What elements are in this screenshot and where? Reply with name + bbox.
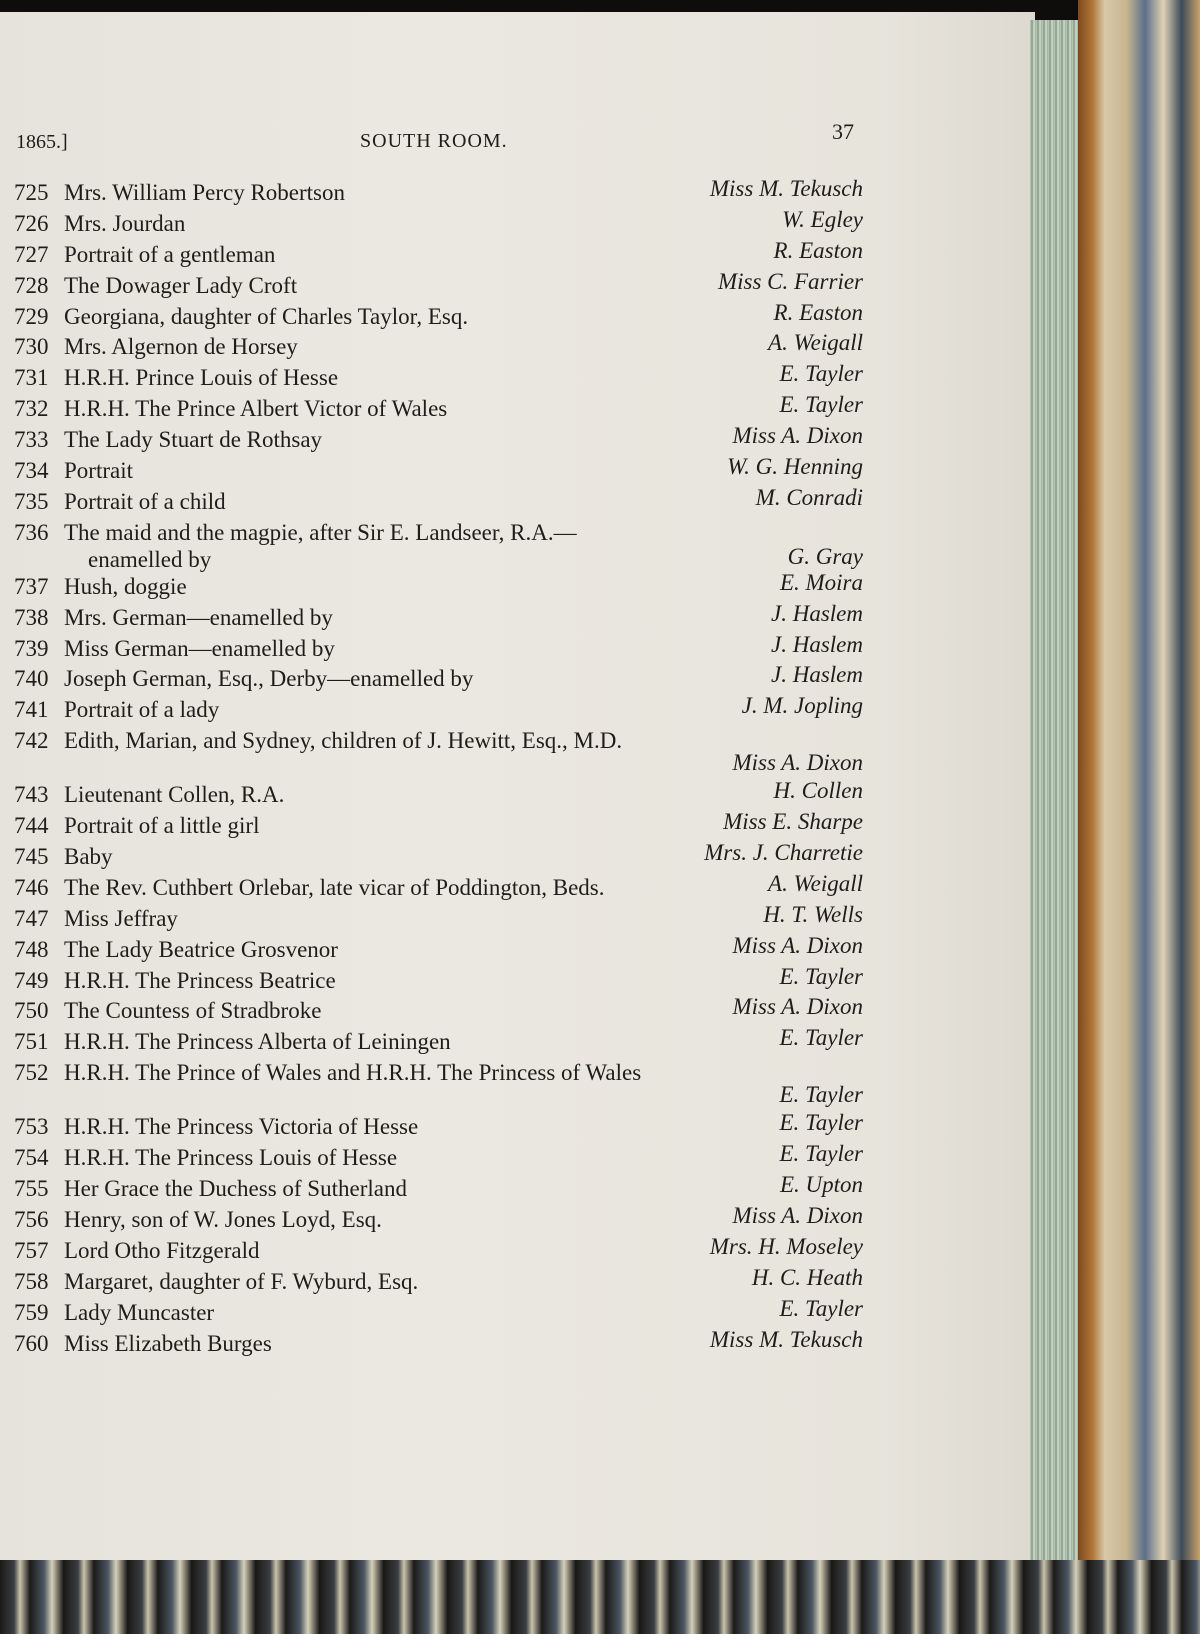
entry-number: 754 xyxy=(14,1145,49,1171)
entry-artist: W. Egley xyxy=(782,206,863,232)
catalogue-entry xyxy=(0,178,1035,209)
entry-number: 756 xyxy=(14,1206,49,1232)
entry-title: Georgiana, daughter of Charles Taylor, Esq. xyxy=(64,303,469,329)
entry-artist: J. Haslem xyxy=(771,600,863,626)
entry-title: H.R.H. Prince Louis of Hesse xyxy=(64,365,339,391)
entry-artist: E. Tayler xyxy=(779,1110,863,1136)
entry-number: 749 xyxy=(14,967,49,993)
entry-artist: Miss A. Dixon xyxy=(732,750,863,776)
entry-title: Mrs. Jourdan xyxy=(64,210,186,236)
catalogue-entry xyxy=(0,1143,1035,1174)
entry-title: H.R.H. The Princess Louis of Hesse xyxy=(64,1145,398,1171)
catalogue-entry xyxy=(0,996,1035,1027)
entry-number: 725 xyxy=(14,180,49,205)
entry-artist: A. Weigall xyxy=(768,870,863,896)
entry-artist: E. Tayler xyxy=(779,1025,863,1051)
catalogue-entry xyxy=(0,206,1035,240)
entry-artist: E. Tayler xyxy=(779,361,863,387)
marbled-cover xyxy=(1078,0,1200,1600)
entry-number: 726 xyxy=(14,210,49,236)
catalogue-entry xyxy=(0,1326,1035,1360)
catalogue-entry xyxy=(0,332,1035,363)
entry-number: 753 xyxy=(14,1114,49,1140)
entry-number: 752 xyxy=(14,1060,49,1086)
entry-number: 737 xyxy=(14,573,49,599)
entry-title: Lieutenant Collen, R.A. xyxy=(64,782,285,808)
entry-number: 734 xyxy=(14,458,49,484)
catalogue-page xyxy=(0,12,1035,1572)
entry-number: 758 xyxy=(14,1268,49,1294)
entry-artist: M. Conradi xyxy=(755,484,863,510)
entry-title: Miss German—enamelled by xyxy=(64,635,335,661)
entry-number: 745 xyxy=(14,844,49,870)
entry-title-continued: enamelled by xyxy=(88,546,212,572)
catalogue-entry xyxy=(0,664,1035,695)
entry-number: 746 xyxy=(14,874,49,900)
catalogue-entry xyxy=(0,394,1035,425)
entry-title: Portrait xyxy=(64,458,133,484)
catalogue-entry xyxy=(0,237,1035,271)
entry-title: Margaret, daughter of F. Wyburd, Esq. xyxy=(64,1268,419,1294)
catalogue-entry xyxy=(0,1264,1035,1298)
entry-title: The Rev. Cuthbert Orlebar, late vicar of Poddington, Beds. xyxy=(64,874,605,900)
page-number: 37 xyxy=(832,119,854,144)
entry-artist: E. Tayler xyxy=(779,1141,863,1167)
entry-title: Miss Jeffray xyxy=(64,905,178,931)
catalogue-entry xyxy=(0,1112,1035,1143)
entry-artist: Miss M. Tekusch xyxy=(709,1326,863,1352)
entry-number: 738 xyxy=(14,604,49,630)
entry-number: 732 xyxy=(14,396,49,422)
catalogue-entry xyxy=(0,425,1035,456)
entry-title: Baby xyxy=(64,844,113,870)
catalogue-entry xyxy=(0,695,1035,726)
catalogue-entry xyxy=(0,963,1035,997)
entry-artist: J. Haslem xyxy=(771,662,863,688)
entry-artist: E. Moira xyxy=(779,569,863,595)
catalogue-entry xyxy=(0,1058,1035,1112)
entry-artist: Mrs. H. Moseley xyxy=(709,1233,863,1259)
entry-title: The Countess of Stradbroke xyxy=(64,998,322,1024)
entry-title: Hush, doggie xyxy=(64,573,187,599)
entry-title: Lord Otho Fitzgerald xyxy=(64,1237,260,1263)
catalogue-entry xyxy=(0,484,1035,518)
entry-number: 728 xyxy=(14,272,49,298)
entry-number: 757 xyxy=(14,1237,49,1263)
catalogue-entry xyxy=(0,811,1035,842)
catalogue-entry xyxy=(0,569,1035,603)
entry-title: H.R.H. The Princess Alberta of Leiningen xyxy=(64,1029,451,1055)
catalogue-entry xyxy=(0,518,1035,572)
entry-artist: Miss C. Farrier xyxy=(717,268,863,294)
catalogue-entry xyxy=(0,1174,1035,1205)
catalogue-entry xyxy=(0,932,1035,966)
entry-number: 748 xyxy=(14,936,49,962)
catalogue-entry xyxy=(0,842,1035,873)
entry-number: 759 xyxy=(14,1299,49,1325)
catalogue-entry xyxy=(0,901,1035,935)
entry-artist: E. Tayler xyxy=(779,963,863,989)
entry-title: Portrait of a gentleman xyxy=(64,241,276,267)
entry-number: 727 xyxy=(14,241,49,267)
entry-title: Mrs. German—enamelled by xyxy=(64,604,333,630)
catalogue-entry xyxy=(0,1027,1035,1058)
catalogue-entry xyxy=(0,456,1035,487)
entry-artist: R. Easton xyxy=(773,299,863,325)
entry-number: 731 xyxy=(14,365,49,391)
entry-title: Portrait of a little girl xyxy=(64,813,260,839)
catalogue-entry xyxy=(0,726,1035,780)
entry-number: 730 xyxy=(14,334,49,360)
entry-artist: J. Haslem xyxy=(771,631,863,657)
page-fore-edge xyxy=(1030,20,1080,1575)
entry-title: Henry, son of W. Jones Loyd, Esq. xyxy=(64,1206,382,1232)
entry-artist: H. T. Wells xyxy=(763,901,863,927)
entry-number: 743 xyxy=(14,782,49,808)
entry-title: H.R.H. The Prince of Wales and H.R.H. The Princess of Wales xyxy=(64,1060,642,1086)
entries-list xyxy=(0,178,1035,1359)
entry-number: 740 xyxy=(14,666,49,692)
entry-artist: Miss A. Dixon xyxy=(732,932,863,958)
entry-title: Mrs. Algernon de Horsey xyxy=(64,334,298,360)
entry-number: 735 xyxy=(14,488,49,514)
catalogue-entry xyxy=(0,780,1035,811)
entry-artist: A. Weigall xyxy=(768,330,863,356)
entry-number: 736 xyxy=(14,519,49,545)
catalogue-entry xyxy=(0,870,1035,904)
entry-number: 729 xyxy=(14,303,49,329)
entry-title: The maid and the magpie, after Sir E. Landseer, R.A.— xyxy=(64,519,577,545)
entry-artist: J. M. Jopling xyxy=(741,693,863,719)
entry-artist: E. Upton xyxy=(779,1172,863,1198)
catalogue-entry xyxy=(0,1295,1035,1329)
catalogue-entry xyxy=(0,268,1035,302)
entry-artist: E. Tayler xyxy=(779,1082,863,1108)
entry-title: Portrait of a lady xyxy=(64,697,220,723)
entry-artist: Miss A. Dixon xyxy=(732,423,863,449)
entry-artist: Miss E. Sharpe xyxy=(723,809,863,835)
entry-title: The Dowager Lady Croft xyxy=(64,272,298,298)
entry-title: H.R.H. The Prince Albert Victor of Wales xyxy=(64,396,448,422)
entry-artist: Mrs. J. Charretie xyxy=(704,840,863,866)
entry-title: Joseph German, Esq., Derby—enamelled by xyxy=(64,666,474,692)
catalogue-entry xyxy=(0,1202,1035,1236)
entry-number: 741 xyxy=(14,697,49,723)
entry-title: Her Grace the Duchess of Sutherland xyxy=(64,1176,407,1202)
entry-title: The Lady Beatrice Grosvenor xyxy=(64,936,338,962)
entry-number: 742 xyxy=(14,728,49,754)
entry-artist: Miss M. Tekusch xyxy=(709,176,863,201)
header-year: 1865.] xyxy=(16,131,68,153)
header-title: SOUTH ROOM. xyxy=(360,130,508,152)
catalogue-entry xyxy=(0,600,1035,634)
entry-number: 733 xyxy=(14,427,49,453)
entry-artist: E. Tayler xyxy=(779,1295,863,1321)
entry-title: Lady Muncaster xyxy=(64,1299,215,1325)
entry-artist: H. Collen xyxy=(773,778,863,804)
marbled-endpaper xyxy=(0,1560,1200,1634)
entry-number: 751 xyxy=(14,1029,49,1055)
entry-artist: E. Tayler xyxy=(779,392,863,418)
entry-title: H.R.H. The Princess Beatrice xyxy=(64,967,336,993)
entry-artist: W. G. Henning xyxy=(727,454,863,480)
entry-number: 755 xyxy=(14,1176,49,1202)
entry-title: Edith, Marian, and Sydney, children of J. Hewitt, Esq., M.D. xyxy=(64,728,623,754)
entry-number: 747 xyxy=(14,905,49,931)
entry-title: The Lady Stuart de Rothsay xyxy=(64,427,323,453)
entry-artist: H. C. Heath xyxy=(751,1264,863,1290)
entry-title: Miss Elizabeth Burges xyxy=(64,1330,272,1356)
catalogue-entry xyxy=(0,1233,1035,1267)
entry-title: Portrait of a child xyxy=(64,488,226,514)
entry-artist: R. Easton xyxy=(773,237,863,263)
running-header xyxy=(0,117,1035,157)
catalogue-entry xyxy=(0,299,1035,333)
entry-title: Mrs. William Percy Robertson xyxy=(64,180,346,205)
entry-number: 750 xyxy=(14,998,49,1024)
entry-number: 739 xyxy=(14,635,49,661)
entry-title: H.R.H. The Princess Victoria of Hesse xyxy=(64,1114,419,1140)
entry-artist: Miss A. Dixon xyxy=(732,1202,863,1228)
catalogue-entry xyxy=(0,631,1035,665)
entry-number: 744 xyxy=(14,813,49,839)
catalogue-entry xyxy=(0,363,1035,394)
entry-artist: G. Gray xyxy=(787,543,863,569)
entry-artist: Miss A. Dixon xyxy=(732,994,863,1020)
entry-number: 760 xyxy=(14,1330,49,1356)
